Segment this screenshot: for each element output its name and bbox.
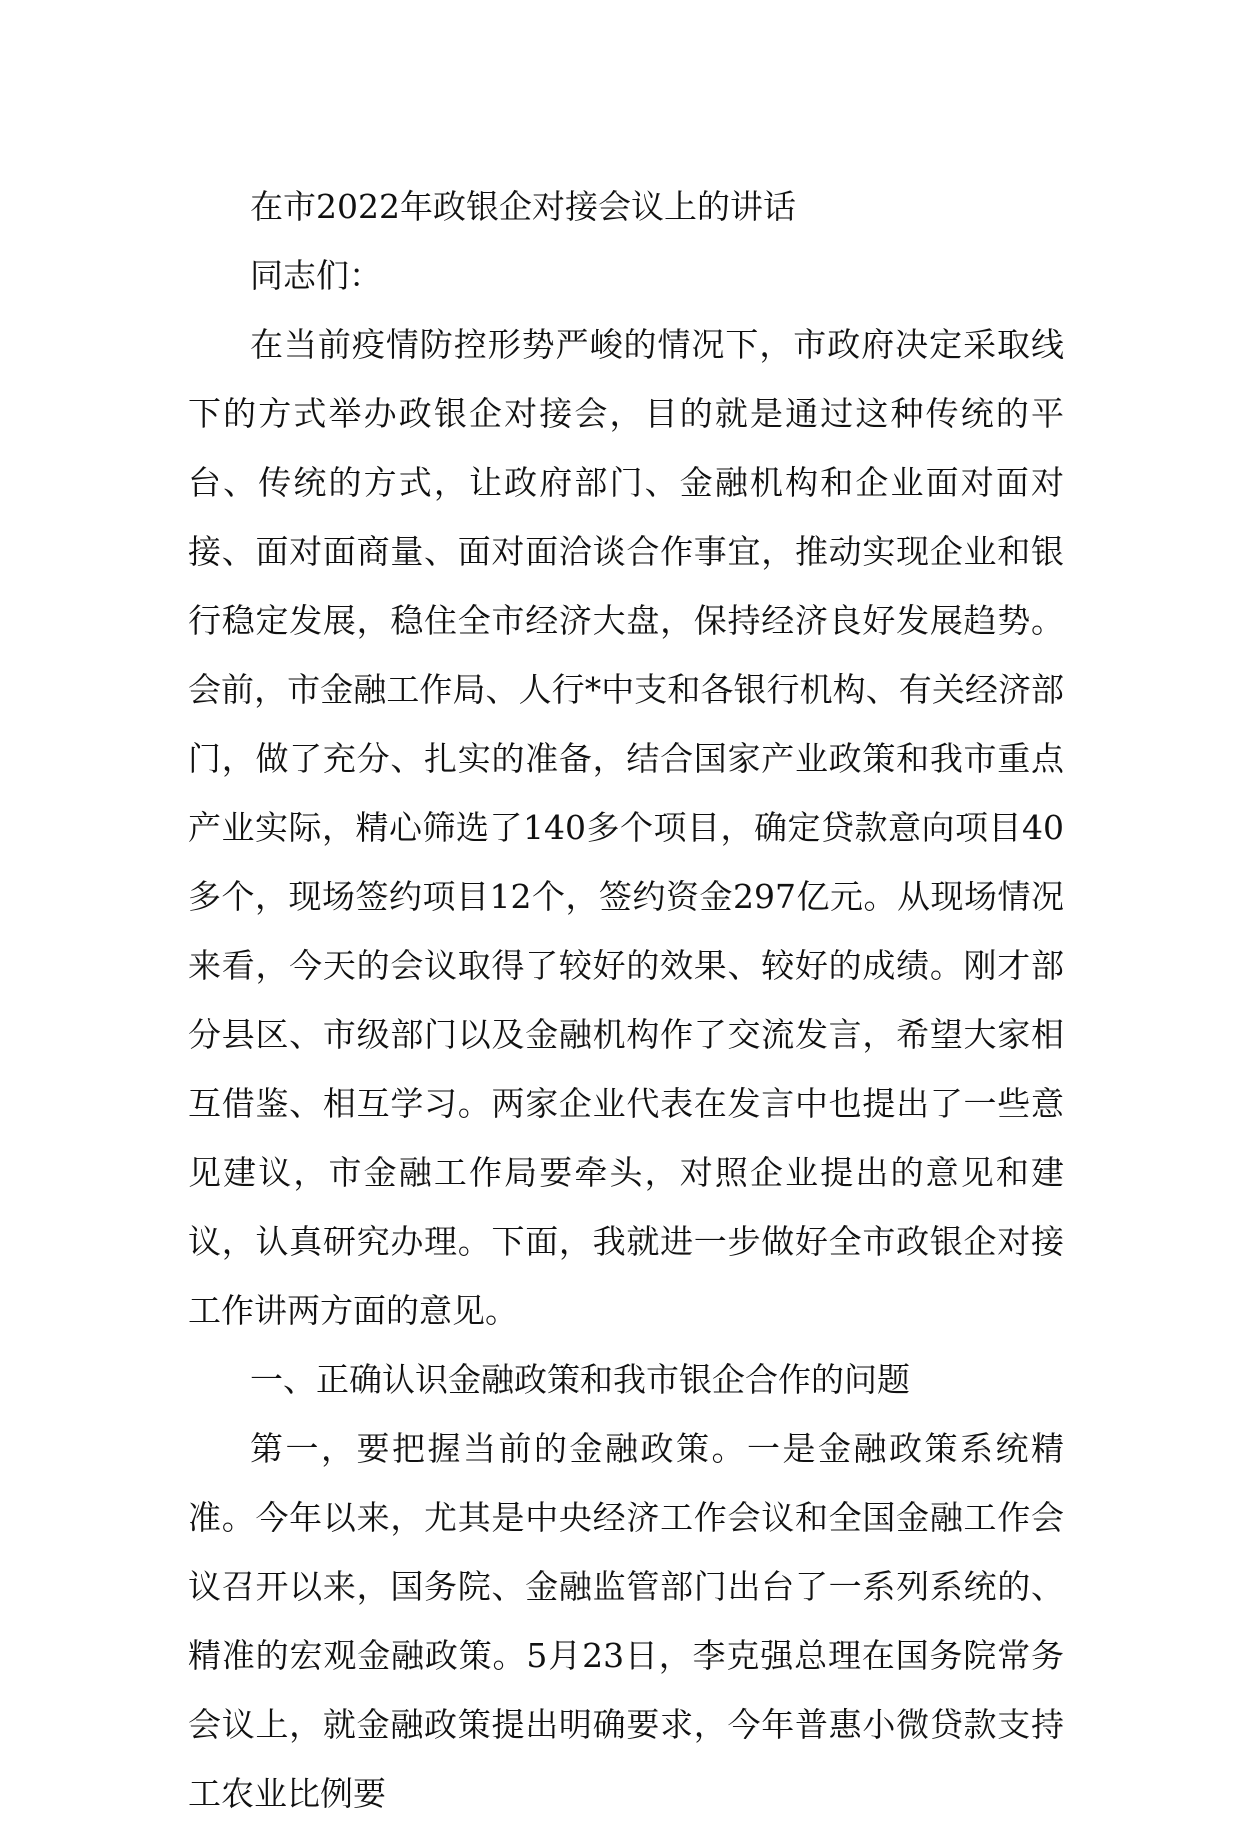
paragraph-intro: 在当前疫情防控形势严峻的情况下，市政府决定采取线下的方式举办政银企对接会，目的就是通过这种传统的平台、传统的方式，让政府部门、金融机构和企业面对面对接、面对面商量、面对面洽谈合作事宜，推动实现企业和银行稳定发展，稳住全市经济大盘，保持经济良好发展趋势。会前，市金融工作局、人行*中支和各银行机构、有关经济部门，做了充分、扎实的准备，结合国家产业政策和我市重点产业实际，精心筛选了140多个项目，确定贷款意向项目40多个，现场签约项目12个，签约资金297亿元。从现场情况来看，今天的会议取得了较好的效果、较好的成绩。刚才部分县区、市级部门以及金融机构作了交流发言，希望大家相互借鉴、相互学习。两家企业代表在发言中也提出了一些意见建议，市金融工作局要牵头，对照企业提出的意见和建议，认真研究办理。下面，我就进一步做好全市政银企对接工作讲两方面的意见。 (188, 325, 1064, 1330)
salutation: 同志们： (250, 256, 382, 295)
document-body (188, 172, 1064, 1828)
document-title: 在市2022年政银企对接会议上的讲话 (250, 187, 796, 226)
paragraph-first-point: 第一，要把握当前的金融政策。一是金融政策系统精准。今年以来，尤其是中央经济工作会议和全国金融工作会议召开以来，国务院、金融监管部门出台了一系列系统的、精准的宏观金融政策。5月23日，李克强总理在国务院常务会议上，就金融政策提出明确要求，今年普惠小微贷款支持工农业比例要 (188, 1429, 1064, 1813)
section-heading-1: 一、正确认识金融政策和我市银企合作的问题 (250, 1360, 910, 1399)
